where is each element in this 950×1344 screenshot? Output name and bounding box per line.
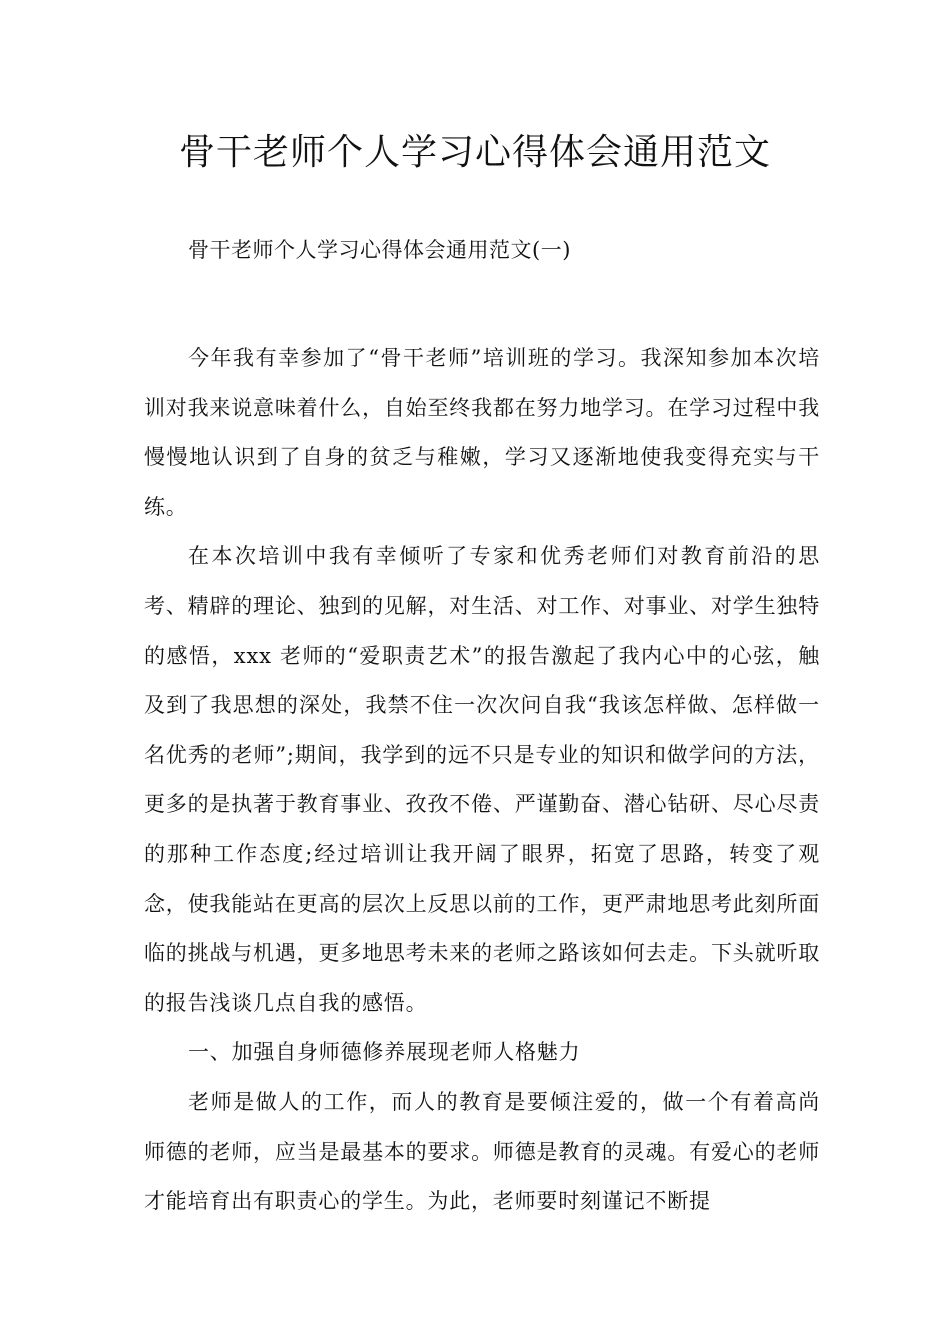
paragraph-intro: 今年我有幸参加了“骨干老师”培训班的学习。我深知参加本次培训对我来说意味着什么，自始至终我都在努力地学习。在学习过程中我慢慢地认识到了自身的贫乏与稚嫩，学习又逐渐地使我变得充实与干练。	[144, 346, 820, 519]
document-title: 骨干老师个人学习心得体会通用范文	[178, 132, 771, 173]
section-heading: 一、加强自身师德修养展现老师人格魅力	[188, 1040, 581, 1065]
document-body	[144, 334, 820, 1227]
paragraph-training: 在本次培训中我有幸倾听了专家和优秀老师们对教育前沿的思考、精辟的理论、独到的见解，对生活、对工作、对事业、对学生独特的感悟，xxx 老师的“爱职责艺术”的报告激起了我内心中的心弦，触及到了我思想的深处，我禁不住一次次问自我“我该怎样做、怎样做一名优秀的老师”;期间，我学到的远不只是专业的知识和做学问的方法，更多的是执著于教育事业、孜孜不倦、严谨勤奋、潜心钻研、尽心尽责的那种工作态度;经过培训让我开阔了眼界，拓宽了思路，转变了观念，使我能站在更高的层次上反思以前的工作，更严肃地思考此刻所面临的挑战与机遇，更多地思考未来的老师之路该如何去走。下头就听取的报告浅谈几点自我的感悟。	[144, 544, 820, 1015]
document-subtitle: 骨干老师个人学习心得体会通用范文(一)	[188, 238, 571, 262]
paragraph-ethics: 老师是做人的工作，而人的教育是要倾注爱的，做一个有着高尚师德的老师，应当是最基本的要求。师德是教育的灵魂。有爱心的老师才能培育出有职责心的学生。为此，老师要时刻谨记不断提	[144, 1089, 820, 1214]
